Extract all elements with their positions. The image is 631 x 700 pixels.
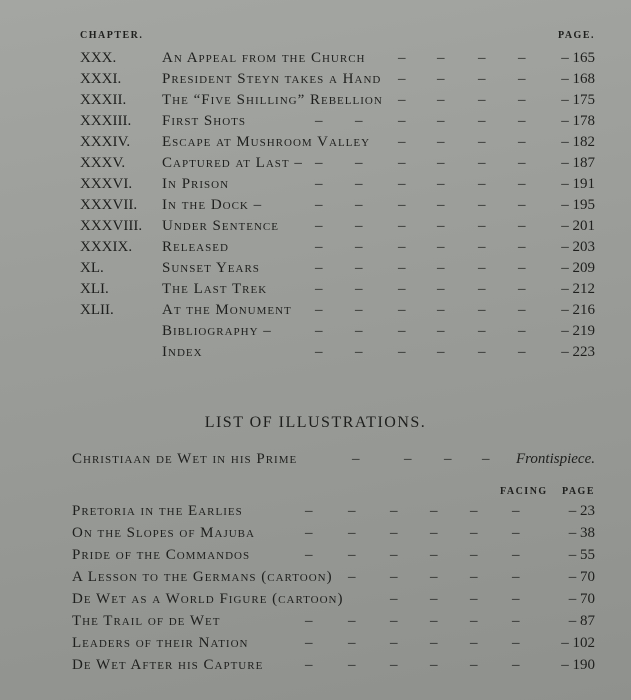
contents-row: [0, 323, 631, 344]
leader-dash: –: [355, 155, 363, 171]
leader-dash: –: [518, 218, 526, 234]
leader-dash: –: [430, 657, 438, 673]
chapter-title: In Prison: [162, 176, 230, 192]
chapter-title: The Last Trek: [162, 281, 268, 297]
illustration-title: De Wet After his Capture: [72, 657, 264, 673]
chapter-title: Under Sentence: [162, 218, 279, 234]
leader-dash: –: [315, 155, 323, 171]
leader-dash: –: [470, 503, 478, 519]
leader-dash: –: [478, 113, 486, 129]
contents-row: [0, 176, 631, 197]
leader-dash: –: [437, 92, 445, 108]
chapter-column-header: CHAPTER.: [80, 30, 144, 41]
leader-dash: –: [305, 503, 313, 519]
leader-dash: –: [470, 635, 478, 651]
leader-dash: –: [315, 113, 323, 129]
leader-dash: –: [518, 281, 526, 297]
chapter-page: – 178: [561, 113, 595, 129]
chapter-title: Captured at Last –: [162, 155, 303, 171]
leader-dash: –: [470, 657, 478, 673]
leader-dash: –: [518, 50, 526, 66]
chapter-title: The “Five Shilling” Rebellion: [162, 92, 383, 108]
chapter-page: – 175: [561, 92, 595, 108]
leader-dash: –: [398, 302, 406, 318]
chapter-page: – 187: [561, 155, 595, 171]
contents-row: [0, 92, 631, 113]
chapter-title: Bibliography –: [162, 323, 272, 339]
chapter-title: Sunset Years: [162, 260, 260, 276]
chapter-page: – 191: [561, 176, 595, 192]
leader-dash: –: [512, 547, 520, 563]
leader-dash: –: [315, 344, 323, 360]
leader-dash: –: [355, 302, 363, 318]
illustration-page: – 190: [561, 657, 595, 673]
leader-dash: –: [352, 451, 360, 467]
illustration-title: The Trail of de Wet: [72, 613, 221, 629]
leader-dash: –: [437, 344, 445, 360]
leader-dash: –: [348, 613, 356, 629]
leader-dash: –: [437, 239, 445, 255]
leader-dash: –: [348, 657, 356, 673]
chapter-title: An Appeal from the Church: [162, 50, 366, 66]
leader-dash: –: [478, 302, 486, 318]
chapter-number: XLII.: [80, 302, 114, 318]
leader-dash: –: [355, 113, 363, 129]
leader-dash: –: [470, 591, 478, 607]
leader-dash: –: [430, 613, 438, 629]
facing-page-header: PAGE: [561, 486, 595, 497]
leader-dash: –: [478, 155, 486, 171]
leader-dash: –: [430, 525, 438, 541]
leader-dash: –: [437, 113, 445, 129]
leader-dash: –: [355, 176, 363, 192]
leader-dash: –: [512, 613, 520, 629]
leader-dash: –: [518, 323, 526, 339]
chapter-number: XXXI.: [80, 71, 122, 87]
leader-dash: –: [478, 197, 486, 213]
leader-dash: –: [437, 176, 445, 192]
leader-dash: –: [512, 635, 520, 651]
leader-dash: –: [390, 569, 398, 585]
leader-dash: –: [512, 657, 520, 673]
leader-dash: –: [437, 71, 445, 87]
leader-dash: –: [315, 176, 323, 192]
chapter-number: XL.: [80, 260, 104, 276]
leader-dash: –: [478, 92, 486, 108]
leader-dash: –: [437, 281, 445, 297]
leader-dash: –: [390, 591, 398, 607]
leader-dash: –: [305, 525, 313, 541]
leader-dash: –: [478, 344, 486, 360]
chapter-title: First Shots: [162, 113, 246, 129]
leader-dash: –: [478, 218, 486, 234]
chapter-title: Released: [162, 239, 229, 255]
frontispiece-title: Christiaan de Wet in his Prime: [72, 451, 298, 467]
chapter-page: – 209: [561, 260, 595, 276]
leader-dash: –: [478, 239, 486, 255]
leader-dash: –: [437, 197, 445, 213]
illustration-title: A Lesson to the Germans (cartoon): [72, 569, 333, 585]
leader-dash: –: [437, 302, 445, 318]
leader-dash: –: [398, 155, 406, 171]
leader-dash: –: [355, 197, 363, 213]
leader-dash: –: [430, 591, 438, 607]
leader-dash: –: [398, 260, 406, 276]
leader-dash: –: [355, 218, 363, 234]
leader-dash: –: [315, 260, 323, 276]
leader-dash: –: [430, 547, 438, 563]
chapter-page: – 219: [561, 323, 595, 339]
illustrations-heading: LIST OF ILLUSTRATIONS.: [204, 414, 427, 431]
illustration-row: [0, 525, 631, 546]
chapter-page: – 203: [561, 239, 595, 255]
leader-dash: –: [305, 613, 313, 629]
chapter-page: – 165: [561, 50, 595, 66]
leader-dash: –: [518, 113, 526, 129]
leader-dash: –: [470, 613, 478, 629]
leader-dash: –: [315, 302, 323, 318]
frontispiece-label: Frontispiece.: [515, 451, 595, 467]
illustration-row: [0, 569, 631, 590]
leader-dash: –: [430, 503, 438, 519]
leader-dash: –: [518, 176, 526, 192]
illustration-row: [0, 657, 631, 678]
chapter-title: Index: [162, 344, 203, 360]
leader-dash: –: [437, 134, 445, 150]
leader-dash: –: [444, 451, 452, 467]
illustration-row: [0, 635, 631, 656]
leader-dash: –: [315, 218, 323, 234]
contents-row: [0, 239, 631, 260]
leader-dash: –: [398, 197, 406, 213]
chapter-page: – 216: [561, 302, 595, 318]
leader-dash: –: [398, 281, 406, 297]
leader-dash: –: [315, 239, 323, 255]
leader-dash: –: [518, 344, 526, 360]
illustration-title: Pride of the Commandos: [72, 547, 251, 563]
leader-dash: –: [437, 323, 445, 339]
leader-dash: –: [470, 525, 478, 541]
leader-dash: –: [482, 451, 490, 467]
illustration-page: – 70: [568, 569, 595, 585]
illustration-page: – 70: [568, 591, 595, 607]
contents-row: [0, 302, 631, 323]
leader-dash: –: [478, 71, 486, 87]
chapter-number: XXXIX.: [80, 239, 133, 255]
chapter-number: XXXVII.: [80, 197, 138, 213]
illustration-row: [0, 591, 631, 612]
leader-dash: –: [390, 613, 398, 629]
chapter-page: – 223: [561, 344, 595, 360]
illustration-row: [0, 613, 631, 634]
contents-row: [0, 155, 631, 176]
chapter-number: XXXV.: [80, 155, 126, 171]
leader-dash: –: [398, 239, 406, 255]
leader-dash: –: [355, 344, 363, 360]
leader-dash: –: [470, 547, 478, 563]
contents-row: [0, 71, 631, 92]
chapter-page: – 182: [561, 134, 595, 150]
leader-dash: –: [390, 657, 398, 673]
contents-row: [0, 197, 631, 218]
illustration-page: – 23: [568, 503, 595, 519]
leader-dash: –: [437, 155, 445, 171]
leader-dash: –: [430, 569, 438, 585]
leader-dash: –: [390, 635, 398, 651]
leader-dash: –: [518, 71, 526, 87]
leader-dash: –: [398, 113, 406, 129]
leader-dash: –: [518, 197, 526, 213]
illustration-title: De Wet as a World Figure (cartoon): [72, 591, 344, 607]
contents-row: [0, 218, 631, 239]
leader-dash: –: [437, 50, 445, 66]
illustration-page: – 38: [568, 525, 595, 541]
leader-dash: –: [518, 239, 526, 255]
leader-dash: –: [478, 50, 486, 66]
chapter-number: XXXIV.: [80, 134, 131, 150]
leader-dash: –: [398, 176, 406, 192]
illustration-title: Pretoria in the Earlies: [72, 503, 243, 519]
chapter-number: XXXII.: [80, 92, 127, 108]
leader-dash: –: [398, 50, 406, 66]
leader-dash: –: [305, 657, 313, 673]
contents-row: [0, 50, 631, 71]
leader-dash: –: [518, 155, 526, 171]
contents-row: [0, 113, 631, 134]
contents-row: [0, 344, 631, 365]
leader-dash: –: [478, 176, 486, 192]
leader-dash: –: [398, 134, 406, 150]
chapter-number: XLI.: [80, 281, 109, 297]
leader-dash: –: [348, 547, 356, 563]
leader-dash: –: [518, 134, 526, 150]
illustration-title: Leaders of their Nation: [72, 635, 249, 651]
leader-dash: –: [404, 451, 412, 467]
leader-dash: –: [470, 569, 478, 585]
leader-dash: –: [512, 591, 520, 607]
leader-dash: –: [478, 134, 486, 150]
chapter-number: XXX.: [80, 50, 117, 66]
leader-dash: –: [518, 302, 526, 318]
leader-dash: –: [437, 218, 445, 234]
leader-dash: –: [390, 503, 398, 519]
leader-dash: –: [348, 503, 356, 519]
chapter-page: – 201: [561, 218, 595, 234]
leader-dash: –: [355, 281, 363, 297]
leader-dash: –: [355, 260, 363, 276]
leader-dash: –: [478, 323, 486, 339]
leader-dash: –: [348, 525, 356, 541]
leader-dash: –: [390, 525, 398, 541]
leader-dash: –: [518, 260, 526, 276]
page-column-header: PAGE.: [557, 30, 595, 41]
frontispiece-row: [0, 451, 631, 472]
illustration-page: – 87: [568, 613, 595, 629]
chapter-title: In the Dock –: [162, 197, 263, 213]
leader-dash: –: [430, 635, 438, 651]
leader-dash: –: [305, 635, 313, 651]
chapter-title: At the Monument: [162, 302, 292, 318]
chapter-title: President Steyn takes a Hand: [162, 71, 382, 87]
leader-dash: –: [512, 569, 520, 585]
leader-dash: –: [512, 503, 520, 519]
leader-dash: –: [518, 92, 526, 108]
chapter-number: XXXVI.: [80, 176, 133, 192]
leader-dash: –: [478, 260, 486, 276]
illustration-row: [0, 503, 631, 524]
contents-row: [0, 134, 631, 155]
chapter-number: XXXIII.: [80, 113, 132, 129]
leader-dash: –: [305, 547, 313, 563]
illustration-page: – 102: [561, 635, 595, 651]
leader-dash: –: [355, 239, 363, 255]
illustration-title: On the Slopes of Majuba: [72, 525, 255, 541]
chapter-page: – 168: [561, 71, 595, 87]
leader-dash: –: [315, 197, 323, 213]
leader-dash: –: [348, 635, 356, 651]
facing-header: FACING: [500, 486, 548, 497]
leader-dash: –: [398, 344, 406, 360]
leader-dash: –: [355, 323, 363, 339]
chapter-page: – 212: [561, 281, 595, 297]
leader-dash: –: [390, 547, 398, 563]
leader-dash: –: [315, 281, 323, 297]
chapter-page: – 195: [561, 197, 595, 213]
leader-dash: –: [398, 92, 406, 108]
chapter-title: Escape at Mushroom Valley: [162, 134, 371, 150]
contents-row: [0, 281, 631, 302]
leader-dash: –: [478, 281, 486, 297]
leader-dash: –: [437, 260, 445, 276]
leader-dash: –: [398, 323, 406, 339]
leader-dash: –: [348, 569, 356, 585]
leader-dash: –: [398, 71, 406, 87]
leader-dash: –: [512, 525, 520, 541]
illustration-page: – 55: [568, 547, 595, 563]
chapter-number: XXXVIII.: [80, 218, 143, 234]
illustration-row: [0, 547, 631, 568]
leader-dash: –: [315, 323, 323, 339]
contents-row: [0, 260, 631, 281]
leader-dash: –: [398, 218, 406, 234]
